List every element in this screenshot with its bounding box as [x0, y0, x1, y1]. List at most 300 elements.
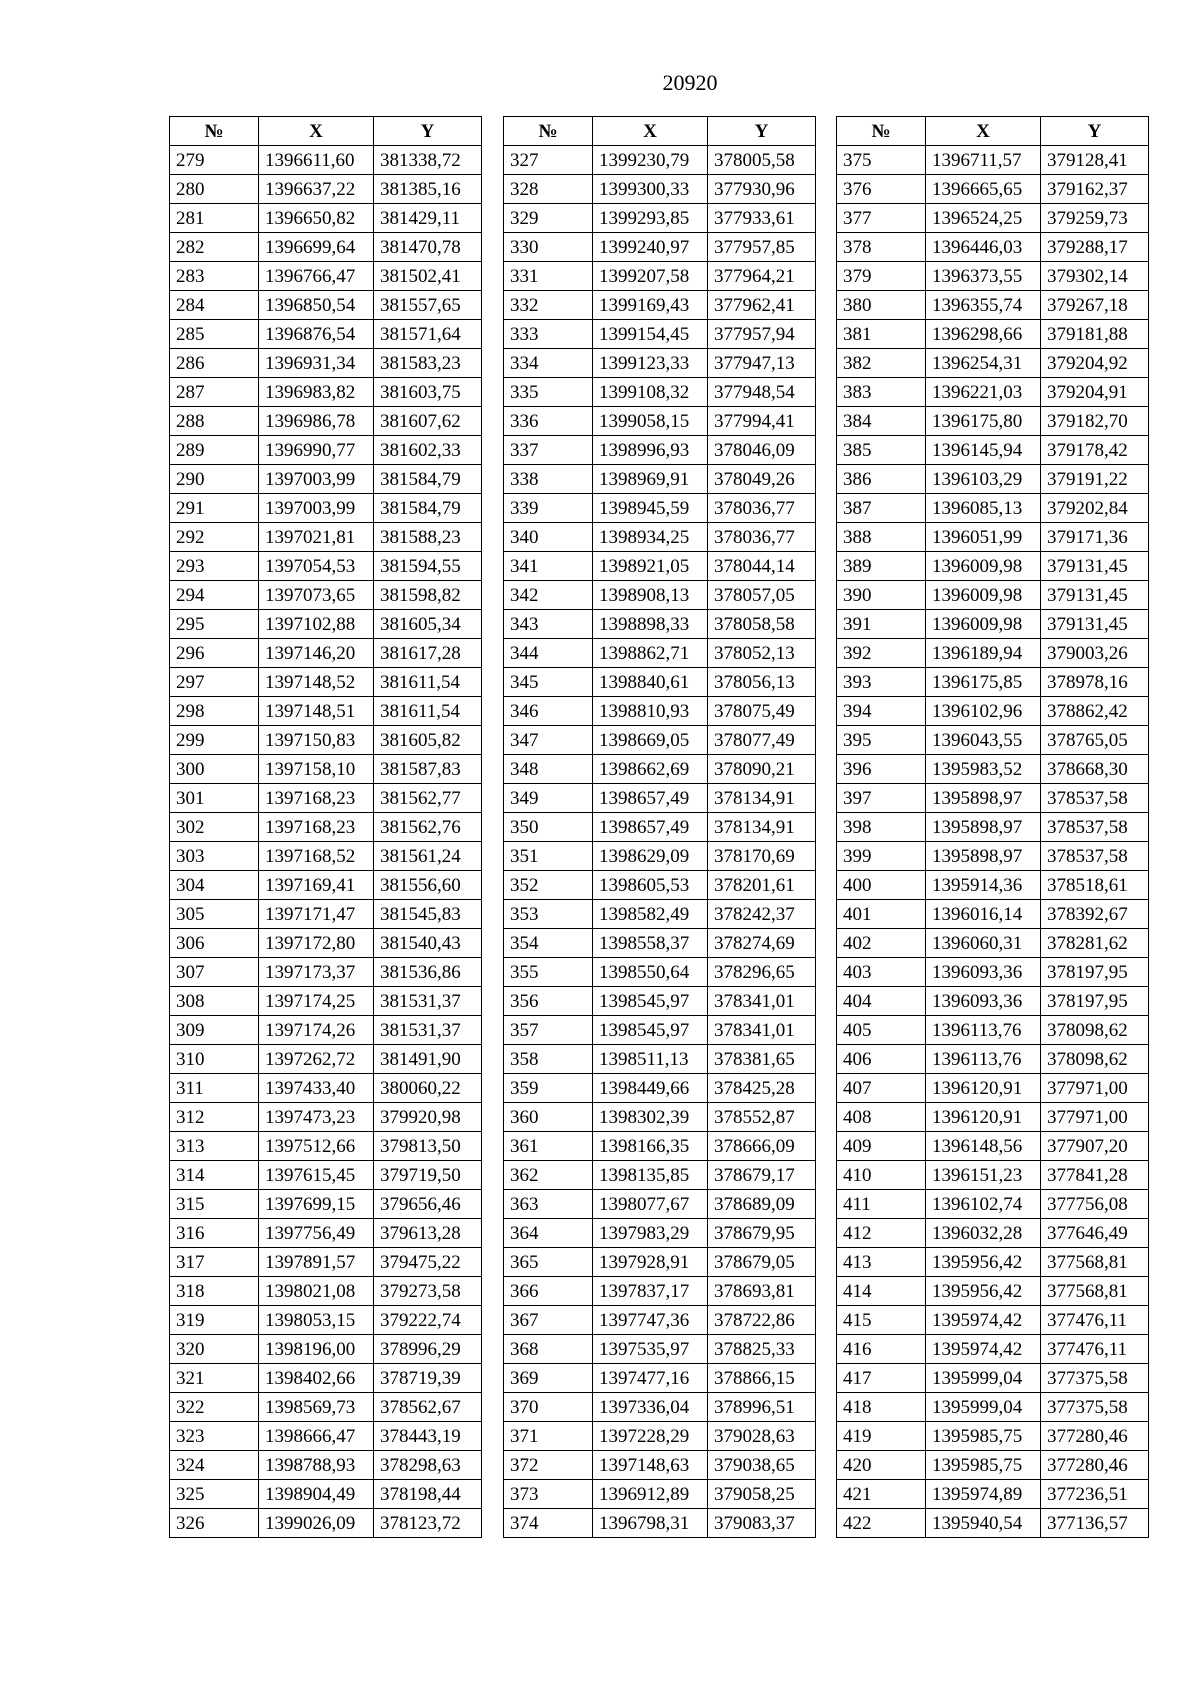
table-row — [504, 146, 816, 175]
x-coordinate-cell: 1396102,96 — [926, 697, 1041, 726]
y-coordinate-cell: 378134,91 — [708, 784, 816, 813]
y-coordinate-cell: 381429,11 — [374, 204, 482, 233]
y-coordinate-cell: 378996,29 — [374, 1335, 482, 1364]
y-coordinate-cell: 378134,91 — [708, 813, 816, 842]
point-number-cell: 313 — [170, 1132, 259, 1161]
table-row — [504, 1219, 816, 1248]
y-coordinate-cell: 379038,65 — [708, 1451, 816, 1480]
y-coordinate-cell: 378562,67 — [374, 1393, 482, 1422]
y-coordinate-cell: 378719,39 — [374, 1364, 482, 1393]
y-coordinate-cell: 379083,37 — [708, 1509, 816, 1538]
y-coordinate-cell: 378098,62 — [1041, 1016, 1149, 1045]
header-x: X — [259, 117, 374, 146]
x-coordinate-cell: 1398053,15 — [259, 1306, 374, 1335]
table-row — [837, 1480, 1149, 1509]
x-coordinate-cell: 1397073,65 — [259, 581, 374, 610]
table-row — [837, 929, 1149, 958]
y-coordinate-cell: 378077,49 — [708, 726, 816, 755]
y-coordinate-cell: 379131,45 — [1041, 552, 1149, 581]
x-coordinate-cell: 1399300,33 — [593, 175, 708, 204]
table-row — [504, 262, 816, 291]
point-number-cell: 297 — [170, 668, 259, 697]
table-row — [504, 1364, 816, 1393]
y-coordinate-cell: 378666,09 — [708, 1132, 816, 1161]
point-number-cell: 363 — [504, 1190, 593, 1219]
table-row — [504, 291, 816, 320]
table-row — [504, 1103, 816, 1132]
point-number-cell: 353 — [504, 900, 593, 929]
x-coordinate-cell: 1398558,37 — [593, 929, 708, 958]
y-coordinate-cell: 378825,33 — [708, 1335, 816, 1364]
table-row — [504, 958, 816, 987]
table-row — [170, 784, 482, 813]
x-coordinate-cell: 1397021,81 — [259, 523, 374, 552]
point-number-cell: 411 — [837, 1190, 926, 1219]
point-number-cell: 316 — [170, 1219, 259, 1248]
y-coordinate-cell: 381557,65 — [374, 291, 482, 320]
point-number-cell: 351 — [504, 842, 593, 871]
x-coordinate-cell: 1397003,99 — [259, 465, 374, 494]
x-coordinate-cell: 1398449,66 — [593, 1074, 708, 1103]
table-row — [170, 378, 482, 407]
y-coordinate-cell: 379182,70 — [1041, 407, 1149, 436]
point-number-cell: 323 — [170, 1422, 259, 1451]
x-coordinate-cell: 1396876,54 — [259, 320, 374, 349]
header-no: № — [170, 117, 259, 146]
x-coordinate-cell: 1397433,40 — [259, 1074, 374, 1103]
x-coordinate-cell: 1398077,67 — [593, 1190, 708, 1219]
y-coordinate-cell: 381561,24 — [374, 842, 482, 871]
table-row — [504, 320, 816, 349]
header-x: X — [593, 117, 708, 146]
point-number-cell: 389 — [837, 552, 926, 581]
table-row — [170, 262, 482, 291]
table-row — [504, 1190, 816, 1219]
x-coordinate-cell: 1399240,97 — [593, 233, 708, 262]
x-coordinate-cell: 1397336,04 — [593, 1393, 708, 1422]
point-number-cell: 292 — [170, 523, 259, 552]
y-coordinate-cell: 379222,74 — [374, 1306, 482, 1335]
y-coordinate-cell: 379202,84 — [1041, 494, 1149, 523]
table-row — [504, 1393, 816, 1422]
point-number-cell: 326 — [170, 1509, 259, 1538]
y-coordinate-cell: 381603,75 — [374, 378, 482, 407]
x-coordinate-cell: 1397148,63 — [593, 1451, 708, 1480]
y-coordinate-cell: 378392,67 — [1041, 900, 1149, 929]
y-coordinate-cell: 381338,72 — [374, 146, 482, 175]
table-row — [170, 1219, 482, 1248]
x-coordinate-cell: 1398196,00 — [259, 1335, 374, 1364]
coordinates-table-3 — [836, 116, 1149, 1538]
table-row — [837, 146, 1149, 175]
x-coordinate-cell: 1398629,09 — [593, 842, 708, 871]
y-coordinate-cell: 379719,50 — [374, 1161, 482, 1190]
point-number-cell: 361 — [504, 1132, 593, 1161]
y-coordinate-cell: 378197,95 — [1041, 987, 1149, 1016]
point-number-cell: 343 — [504, 610, 593, 639]
y-coordinate-cell: 381594,55 — [374, 552, 482, 581]
x-coordinate-cell: 1397262,72 — [259, 1045, 374, 1074]
x-coordinate-cell: 1397228,29 — [593, 1422, 708, 1451]
y-coordinate-cell: 378552,87 — [708, 1103, 816, 1132]
y-coordinate-cell: 379181,88 — [1041, 320, 1149, 349]
y-coordinate-cell: 378274,69 — [708, 929, 816, 958]
table-row — [504, 581, 816, 610]
table-row — [504, 610, 816, 639]
x-coordinate-cell: 1396798,31 — [593, 1509, 708, 1538]
point-number-cell: 301 — [170, 784, 259, 813]
y-coordinate-cell: 379058,25 — [708, 1480, 816, 1509]
table-row — [170, 146, 482, 175]
x-coordinate-cell: 1396611,60 — [259, 146, 374, 175]
x-coordinate-cell: 1396009,98 — [926, 581, 1041, 610]
y-coordinate-cell: 381611,54 — [374, 697, 482, 726]
x-coordinate-cell: 1397003,99 — [259, 494, 374, 523]
point-number-cell: 356 — [504, 987, 593, 1016]
y-coordinate-cell: 379259,73 — [1041, 204, 1149, 233]
point-number-cell: 284 — [170, 291, 259, 320]
x-coordinate-cell: 1396113,76 — [926, 1045, 1041, 1074]
y-coordinate-cell: 377646,49 — [1041, 1219, 1149, 1248]
point-number-cell: 372 — [504, 1451, 593, 1480]
point-number-cell: 349 — [504, 784, 593, 813]
y-coordinate-cell: 378341,01 — [708, 1016, 816, 1045]
x-coordinate-cell: 1398666,47 — [259, 1422, 374, 1451]
point-number-cell: 414 — [837, 1277, 926, 1306]
table-row — [504, 929, 816, 958]
x-coordinate-cell: 1398657,49 — [593, 784, 708, 813]
y-coordinate-cell: 378722,86 — [708, 1306, 816, 1335]
x-coordinate-cell: 1396699,64 — [259, 233, 374, 262]
x-coordinate-cell: 1396665,65 — [926, 175, 1041, 204]
y-coordinate-cell: 377957,94 — [708, 320, 816, 349]
x-coordinate-cell: 1398810,93 — [593, 697, 708, 726]
x-coordinate-cell: 1397158,10 — [259, 755, 374, 784]
table-row — [837, 639, 1149, 668]
point-number-cell: 382 — [837, 349, 926, 378]
y-coordinate-cell: 379191,22 — [1041, 465, 1149, 494]
point-number-cell: 282 — [170, 233, 259, 262]
y-coordinate-cell: 381617,28 — [374, 639, 482, 668]
table-row — [170, 1103, 482, 1132]
table-row — [504, 204, 816, 233]
x-coordinate-cell: 1396637,22 — [259, 175, 374, 204]
x-coordinate-cell: 1399230,79 — [593, 146, 708, 175]
point-number-cell: 289 — [170, 436, 259, 465]
y-coordinate-cell: 378049,26 — [708, 465, 816, 494]
y-coordinate-cell: 378036,77 — [708, 523, 816, 552]
y-coordinate-cell: 381531,37 — [374, 1016, 482, 1045]
point-number-cell: 379 — [837, 262, 926, 291]
y-coordinate-cell: 379288,17 — [1041, 233, 1149, 262]
point-number-cell: 418 — [837, 1393, 926, 1422]
x-coordinate-cell: 1397168,23 — [259, 813, 374, 842]
x-coordinate-cell: 1398605,53 — [593, 871, 708, 900]
x-coordinate-cell: 1396043,55 — [926, 726, 1041, 755]
table-row — [504, 1132, 816, 1161]
point-number-cell: 420 — [837, 1451, 926, 1480]
table-row — [170, 1161, 482, 1190]
y-coordinate-cell: 378298,63 — [374, 1451, 482, 1480]
point-number-cell: 287 — [170, 378, 259, 407]
table-row — [170, 436, 482, 465]
x-coordinate-cell: 1396912,89 — [593, 1480, 708, 1509]
y-coordinate-cell: 381602,33 — [374, 436, 482, 465]
y-coordinate-cell: 378443,19 — [374, 1422, 482, 1451]
table-row — [170, 1451, 482, 1480]
table-row — [837, 610, 1149, 639]
x-coordinate-cell: 1396060,31 — [926, 929, 1041, 958]
y-coordinate-cell: 379656,46 — [374, 1190, 482, 1219]
x-coordinate-cell: 1398934,25 — [593, 523, 708, 552]
y-coordinate-cell: 381584,79 — [374, 465, 482, 494]
x-coordinate-cell: 1398921,05 — [593, 552, 708, 581]
table-row — [504, 987, 816, 1016]
point-number-cell: 392 — [837, 639, 926, 668]
x-coordinate-cell: 1397983,29 — [593, 1219, 708, 1248]
x-coordinate-cell: 1395974,89 — [926, 1480, 1041, 1509]
coordinates-table-2 — [503, 116, 816, 1538]
y-coordinate-cell: 377280,46 — [1041, 1451, 1149, 1480]
table-row — [504, 668, 816, 697]
y-coordinate-cell: 378281,62 — [1041, 929, 1149, 958]
y-coordinate-cell: 378198,44 — [374, 1480, 482, 1509]
point-number-cell: 308 — [170, 987, 259, 1016]
point-number-cell: 370 — [504, 1393, 593, 1422]
x-coordinate-cell: 1398904,49 — [259, 1480, 374, 1509]
y-coordinate-cell: 379028,63 — [708, 1422, 816, 1451]
point-number-cell: 415 — [837, 1306, 926, 1335]
table-row — [504, 1509, 816, 1538]
x-coordinate-cell: 1397756,49 — [259, 1219, 374, 1248]
x-coordinate-cell: 1399026,09 — [259, 1509, 374, 1538]
x-coordinate-cell: 1396766,47 — [259, 262, 374, 291]
x-coordinate-cell: 1396085,13 — [926, 494, 1041, 523]
table-row — [837, 1190, 1149, 1219]
x-coordinate-cell: 1399293,85 — [593, 204, 708, 233]
y-coordinate-cell: 381588,23 — [374, 523, 482, 552]
x-coordinate-cell: 1399207,58 — [593, 262, 708, 291]
table-row — [170, 639, 482, 668]
table-row — [504, 697, 816, 726]
x-coordinate-cell: 1396524,25 — [926, 204, 1041, 233]
y-coordinate-cell: 378679,05 — [708, 1248, 816, 1277]
table-row — [837, 755, 1149, 784]
point-number-cell: 302 — [170, 813, 259, 842]
point-number-cell: 283 — [170, 262, 259, 291]
y-coordinate-cell: 378005,58 — [708, 146, 816, 175]
x-coordinate-cell: 1396148,56 — [926, 1132, 1041, 1161]
x-coordinate-cell: 1398662,69 — [593, 755, 708, 784]
point-number-cell: 306 — [170, 929, 259, 958]
y-coordinate-cell: 381470,78 — [374, 233, 482, 262]
y-coordinate-cell: 378075,49 — [708, 697, 816, 726]
point-number-cell: 358 — [504, 1045, 593, 1074]
y-coordinate-cell: 378679,95 — [708, 1219, 816, 1248]
x-coordinate-cell: 1396051,99 — [926, 523, 1041, 552]
point-number-cell: 352 — [504, 871, 593, 900]
y-coordinate-cell: 377994,41 — [708, 407, 816, 436]
y-coordinate-cell: 379920,98 — [374, 1103, 482, 1132]
x-coordinate-cell: 1396145,94 — [926, 436, 1041, 465]
table-row — [837, 1335, 1149, 1364]
x-coordinate-cell: 1395898,97 — [926, 813, 1041, 842]
x-coordinate-cell: 1399123,33 — [593, 349, 708, 378]
x-coordinate-cell: 1396175,80 — [926, 407, 1041, 436]
table-row — [837, 523, 1149, 552]
x-coordinate-cell: 1397837,17 — [593, 1277, 708, 1306]
point-number-cell: 293 — [170, 552, 259, 581]
table-row — [504, 1335, 816, 1364]
point-number-cell: 384 — [837, 407, 926, 436]
y-coordinate-cell: 379273,58 — [374, 1277, 482, 1306]
x-coordinate-cell: 1396103,29 — [926, 465, 1041, 494]
y-coordinate-cell: 377375,58 — [1041, 1364, 1149, 1393]
y-coordinate-cell: 381540,43 — [374, 929, 482, 958]
point-number-cell: 329 — [504, 204, 593, 233]
y-coordinate-cell: 377841,28 — [1041, 1161, 1149, 1190]
x-coordinate-cell: 1396850,54 — [259, 291, 374, 320]
table-row — [837, 1248, 1149, 1277]
table-row — [504, 436, 816, 465]
table-row — [170, 349, 482, 378]
table-row — [170, 813, 482, 842]
point-number-cell: 393 — [837, 668, 926, 697]
point-number-cell: 288 — [170, 407, 259, 436]
x-coordinate-cell: 1399108,32 — [593, 378, 708, 407]
y-coordinate-cell: 378978,16 — [1041, 668, 1149, 697]
x-coordinate-cell: 1395898,97 — [926, 842, 1041, 871]
y-coordinate-cell: 377948,54 — [708, 378, 816, 407]
point-number-cell: 381 — [837, 320, 926, 349]
y-coordinate-cell: 379204,92 — [1041, 349, 1149, 378]
table-row — [170, 407, 482, 436]
table-row — [170, 1422, 482, 1451]
x-coordinate-cell: 1397535,97 — [593, 1335, 708, 1364]
point-number-cell: 374 — [504, 1509, 593, 1538]
x-coordinate-cell: 1395983,52 — [926, 755, 1041, 784]
point-number-cell: 369 — [504, 1364, 593, 1393]
table-row — [837, 813, 1149, 842]
y-coordinate-cell: 379267,18 — [1041, 291, 1149, 320]
point-number-cell: 299 — [170, 726, 259, 755]
point-number-cell: 304 — [170, 871, 259, 900]
y-coordinate-cell: 377971,00 — [1041, 1103, 1149, 1132]
header-y: Y — [374, 117, 482, 146]
y-coordinate-cell: 378090,21 — [708, 755, 816, 784]
header-y: Y — [708, 117, 816, 146]
table-row — [504, 784, 816, 813]
point-number-cell: 354 — [504, 929, 593, 958]
x-coordinate-cell: 1396931,34 — [259, 349, 374, 378]
point-number-cell: 380 — [837, 291, 926, 320]
x-coordinate-cell: 1399154,45 — [593, 320, 708, 349]
table-row — [504, 378, 816, 407]
point-number-cell: 291 — [170, 494, 259, 523]
table-row — [837, 1422, 1149, 1451]
x-coordinate-cell: 1398898,33 — [593, 610, 708, 639]
point-number-cell: 377 — [837, 204, 926, 233]
point-number-cell: 298 — [170, 697, 259, 726]
table-row — [504, 813, 816, 842]
x-coordinate-cell: 1397615,45 — [259, 1161, 374, 1190]
point-number-cell: 365 — [504, 1248, 593, 1277]
y-coordinate-cell: 377930,96 — [708, 175, 816, 204]
point-number-cell: 337 — [504, 436, 593, 465]
header-x: X — [926, 117, 1041, 146]
table-row — [837, 1219, 1149, 1248]
x-coordinate-cell: 1397173,37 — [259, 958, 374, 987]
table-row — [170, 1480, 482, 1509]
x-coordinate-cell: 1397169,41 — [259, 871, 374, 900]
table-row — [504, 1306, 816, 1335]
header-no: № — [504, 117, 593, 146]
table-row — [837, 204, 1149, 233]
point-number-cell: 345 — [504, 668, 593, 697]
y-coordinate-cell: 378098,62 — [1041, 1045, 1149, 1074]
point-number-cell: 376 — [837, 175, 926, 204]
table-row — [837, 262, 1149, 291]
y-coordinate-cell: 381583,23 — [374, 349, 482, 378]
x-coordinate-cell: 1397512,66 — [259, 1132, 374, 1161]
x-coordinate-cell: 1395956,42 — [926, 1277, 1041, 1306]
table-row — [837, 378, 1149, 407]
point-number-cell: 386 — [837, 465, 926, 494]
table-row — [837, 349, 1149, 378]
point-number-cell: 385 — [837, 436, 926, 465]
x-coordinate-cell: 1397747,36 — [593, 1306, 708, 1335]
point-number-cell: 281 — [170, 204, 259, 233]
y-coordinate-cell: 378170,69 — [708, 842, 816, 871]
y-coordinate-cell: 378296,65 — [708, 958, 816, 987]
x-coordinate-cell: 1396446,03 — [926, 233, 1041, 262]
y-coordinate-cell: 377957,85 — [708, 233, 816, 262]
x-coordinate-cell: 1398302,39 — [593, 1103, 708, 1132]
point-number-cell: 407 — [837, 1074, 926, 1103]
x-coordinate-cell: 1395898,97 — [926, 784, 1041, 813]
y-coordinate-cell: 377568,81 — [1041, 1277, 1149, 1306]
point-number-cell: 285 — [170, 320, 259, 349]
table-row — [837, 175, 1149, 204]
point-number-cell: 319 — [170, 1306, 259, 1335]
point-number-cell: 320 — [170, 1335, 259, 1364]
y-coordinate-cell: 377476,11 — [1041, 1335, 1149, 1364]
table-row — [170, 204, 482, 233]
x-coordinate-cell: 1397699,15 — [259, 1190, 374, 1219]
y-coordinate-cell: 378862,42 — [1041, 697, 1149, 726]
x-coordinate-cell: 1396175,85 — [926, 668, 1041, 697]
table-row — [837, 726, 1149, 755]
x-coordinate-cell: 1396298,66 — [926, 320, 1041, 349]
y-coordinate-cell: 378057,05 — [708, 581, 816, 610]
x-coordinate-cell: 1395940,54 — [926, 1509, 1041, 1538]
point-number-cell: 378 — [837, 233, 926, 262]
y-coordinate-cell: 380060,22 — [374, 1074, 482, 1103]
x-coordinate-cell: 1398582,49 — [593, 900, 708, 929]
y-coordinate-cell: 378058,58 — [708, 610, 816, 639]
table-row — [837, 1103, 1149, 1132]
point-number-cell: 383 — [837, 378, 926, 407]
table-row — [504, 465, 816, 494]
table-row — [837, 958, 1149, 987]
point-number-cell: 391 — [837, 610, 926, 639]
point-number-cell: 344 — [504, 639, 593, 668]
y-coordinate-cell: 378996,51 — [708, 1393, 816, 1422]
point-number-cell: 330 — [504, 233, 593, 262]
table-row — [170, 726, 482, 755]
point-number-cell: 327 — [504, 146, 593, 175]
point-number-cell: 400 — [837, 871, 926, 900]
